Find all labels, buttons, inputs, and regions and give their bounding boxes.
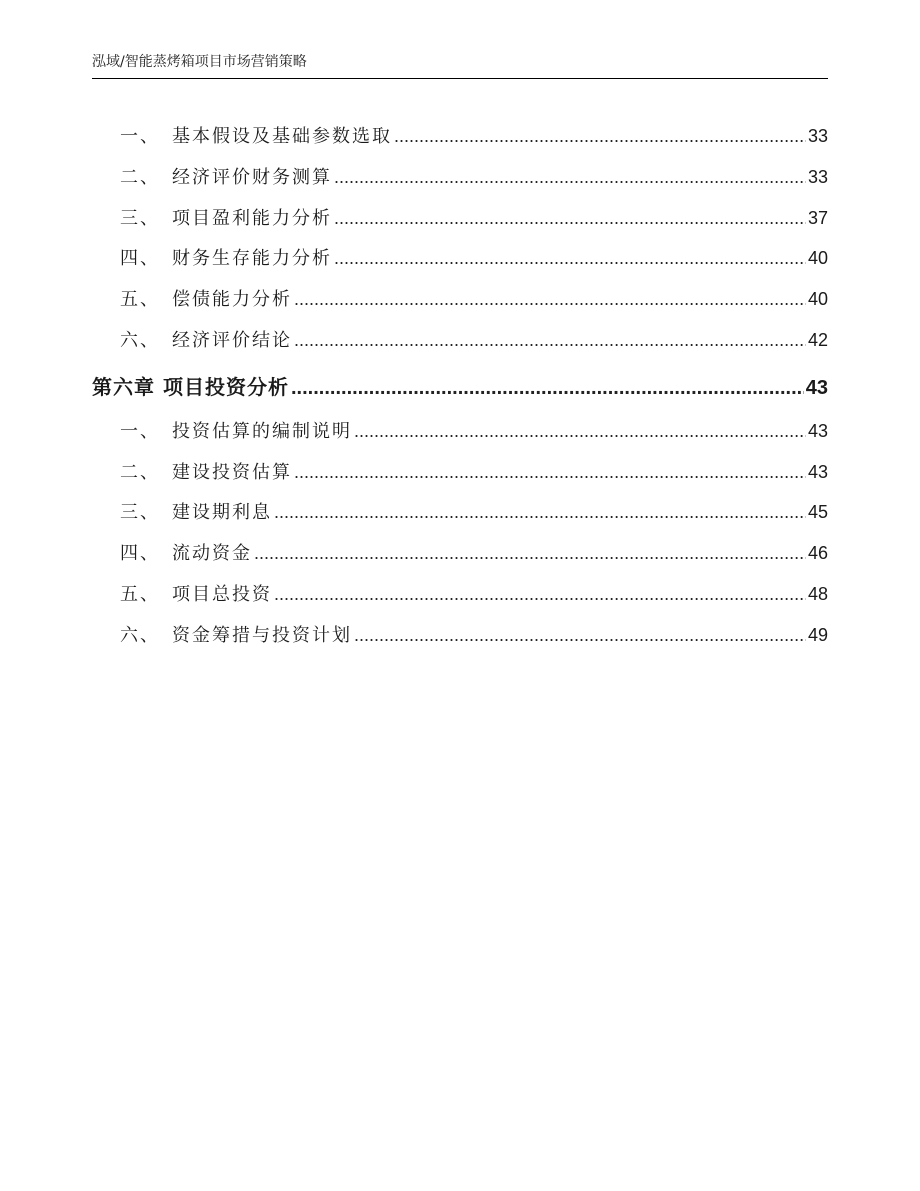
toc-entry[interactable]: [92, 285, 828, 326]
toc-dot-leader: [394, 126, 806, 147]
page-header: [92, 52, 828, 79]
toc-entry-title: 基本假设及基础参数选取: [172, 126, 392, 147]
toc-entry-number: 四、: [120, 248, 160, 270]
toc-entry-title: 资金筹措与投资计划: [172, 624, 352, 646]
toc-entry-page: 45: [807, 502, 828, 523]
toc-entry-title: 流动资金: [172, 543, 252, 565]
toc-entry-page: 48: [807, 583, 828, 604]
toc-entry-number: 二、: [120, 461, 160, 483]
toc-entry[interactable]: [92, 621, 828, 662]
header-title: 泓域/智能蒸烤箱项目市场营销策略: [92, 54, 307, 70]
toc-dot-leader: [254, 543, 806, 564]
toc-entry-page: 43: [807, 461, 828, 482]
toc-entry-title: 财务生存能力分析: [172, 248, 332, 270]
toc-entry-number: 四、: [120, 543, 160, 565]
toc-entry-page: 33: [807, 126, 828, 146]
toc-entry[interactable]: [92, 498, 828, 539]
toc-entry-title: 建设期利息: [172, 502, 272, 524]
toc-dot-leader: [294, 462, 806, 483]
toc-entry-title: 经济评价财务测算: [172, 166, 332, 188]
toc-dot-leader: [354, 625, 806, 646]
toc-chapter-label: 第六章: [92, 374, 155, 399]
toc-entry[interactable]: [92, 244, 828, 285]
toc-entry[interactable]: [92, 122, 828, 163]
toc-entry-number: 六、: [120, 329, 160, 351]
toc-entry-number: 五、: [120, 583, 160, 605]
toc-chapter-entry[interactable]: [92, 371, 828, 415]
toc-entry-title: 偿债能力分析: [172, 289, 292, 311]
toc-entry-number: 三、: [120, 207, 160, 229]
toc-dot-leader: [294, 289, 806, 310]
toc-entry[interactable]: [92, 539, 828, 580]
toc-entry-page: 46: [807, 543, 828, 564]
toc-entry-page: 43: [807, 420, 828, 441]
toc-chapter-title: 项目投资分析: [163, 374, 289, 399]
toc-entry-title: 项目总投资: [172, 583, 272, 605]
toc-dot-leader: [334, 208, 806, 229]
toc-entry-number: 三、: [120, 502, 160, 524]
table-of-contents: [92, 122, 828, 662]
toc-entry-number: 一、: [120, 126, 160, 147]
toc-entry[interactable]: [92, 417, 828, 458]
toc-entry[interactable]: [92, 326, 828, 367]
toc-entry-number: 六、: [120, 624, 160, 646]
toc-entry-page: 33: [807, 166, 828, 187]
toc-entry[interactable]: [92, 163, 828, 204]
toc-dot-leader: [334, 167, 806, 188]
toc-entry-title: 项目盈利能力分析: [172, 207, 332, 229]
toc-entry-number: 五、: [120, 289, 160, 311]
toc-entry[interactable]: [92, 580, 828, 621]
toc-dot-leader: [291, 375, 804, 400]
toc-entry-page: 49: [807, 624, 828, 645]
toc-entry-title: 投资估算的编制说明: [172, 420, 352, 442]
toc-chapter-page: 43: [805, 376, 828, 399]
toc-dot-leader: [354, 421, 806, 442]
toc-entry[interactable]: [92, 204, 828, 245]
toc-dot-leader: [334, 248, 806, 269]
toc-entry-page: 37: [807, 207, 828, 228]
toc-entry-title: 建设投资估算: [172, 461, 292, 483]
toc-entry[interactable]: [92, 458, 828, 499]
toc-dot-leader: [274, 502, 806, 523]
toc-dot-leader: [294, 330, 806, 351]
toc-entry-page: 40: [807, 248, 828, 269]
toc-entry-page: 42: [807, 329, 828, 350]
toc-entry-number: 一、: [120, 420, 160, 442]
toc-entry-number: 二、: [120, 166, 160, 188]
toc-entry-page: 40: [807, 289, 828, 310]
toc-dot-leader: [274, 584, 806, 605]
toc-entry-title: 经济评价结论: [172, 329, 292, 351]
